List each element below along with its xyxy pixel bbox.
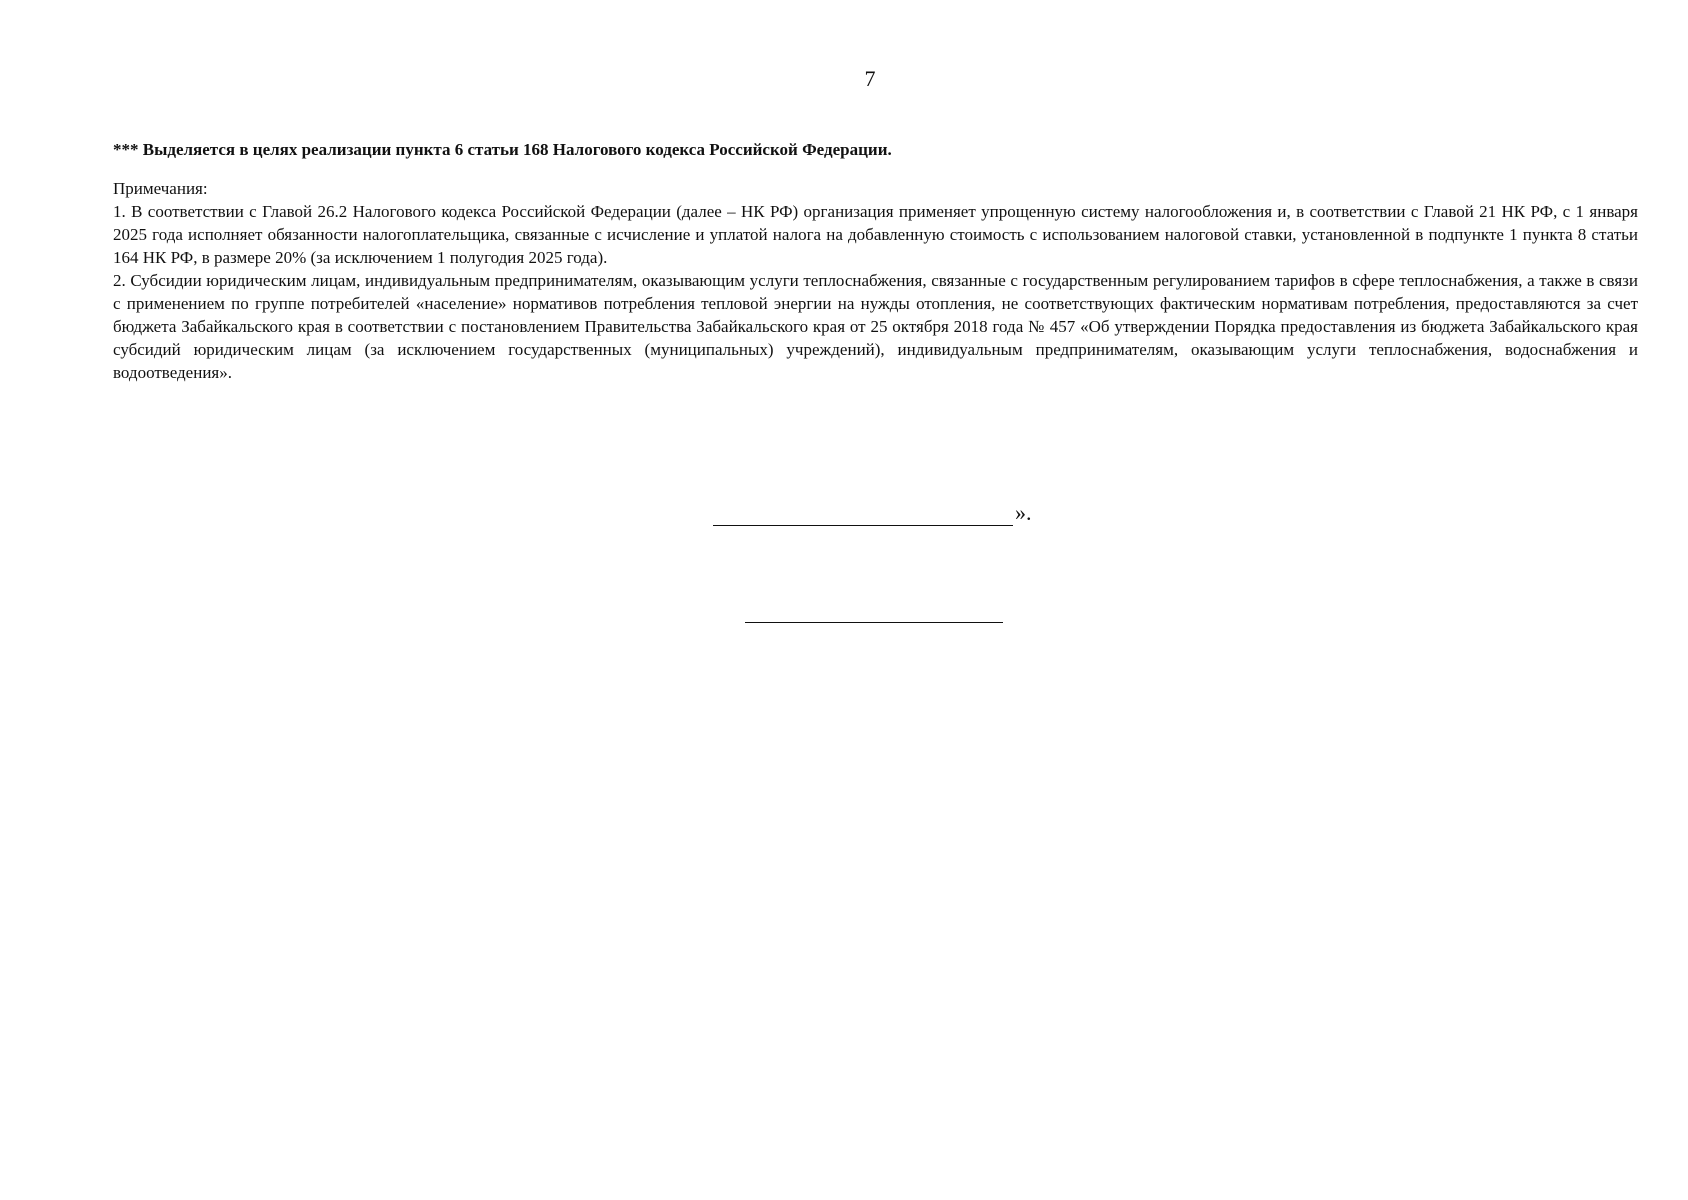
note-item-2: 2. Субсидии юридическим лицам, индивидуальным предпринимателям, оказывающим услуги теплоснабжения, связанные с государственным регулированием тарифов в сфере теплоснабжения, а также в связи с применением по группе потребителей «население» нормативов потребления тепловой энергии на нужды отопления, не соответствующих фактическим нормативам потребления, предоставляются за счет бюджета Забайкальского края в соответствии с постановлением Правительства Забайкальского края от 25 октября 2018 года № 457 «Об утверждении Порядка предоставления из бюджета Забайкальского края субсидий юридическим лицам (за исключением государственных (муниципальных) учреждений), индивидуальным предпринимателям, оказывающим услуги теплоснабжения, водоснабжения и водоотведения».	[113, 271, 1638, 382]
signature-line	[713, 503, 1013, 526]
document-end-divider	[745, 622, 1003, 623]
closing-quote-mark: ».	[1015, 500, 1032, 525]
footnote-vat: *** Выделяется в целях реализации пункта 6 статьи 168 Налогового кодекса Российской Федерации.	[113, 140, 892, 159]
page-number: 7	[864, 66, 876, 91]
document-body	[113, 138, 1638, 384]
notes-title: Примечания:	[113, 179, 208, 198]
note-item-1: 1. В соответствии с Главой 26.2 Налогового кодекса Российской Федерации (далее – НК РФ) организация применяет упрощенную систему налогообложения и, в соответствии с Главой 21 НК РФ, с 1 января 2025 года исполняет обязанности налогоплательщика, связанные с исчисление и уплатой налога на добавленную стоимость с использованием налоговой ставки, установленной в подпункте 1 пункта 8 статьи 164 НК РФ, в размере 20% (за исключением 1 полугодия 2025 года).	[113, 202, 1638, 267]
closing-quote-line	[713, 500, 1032, 526]
